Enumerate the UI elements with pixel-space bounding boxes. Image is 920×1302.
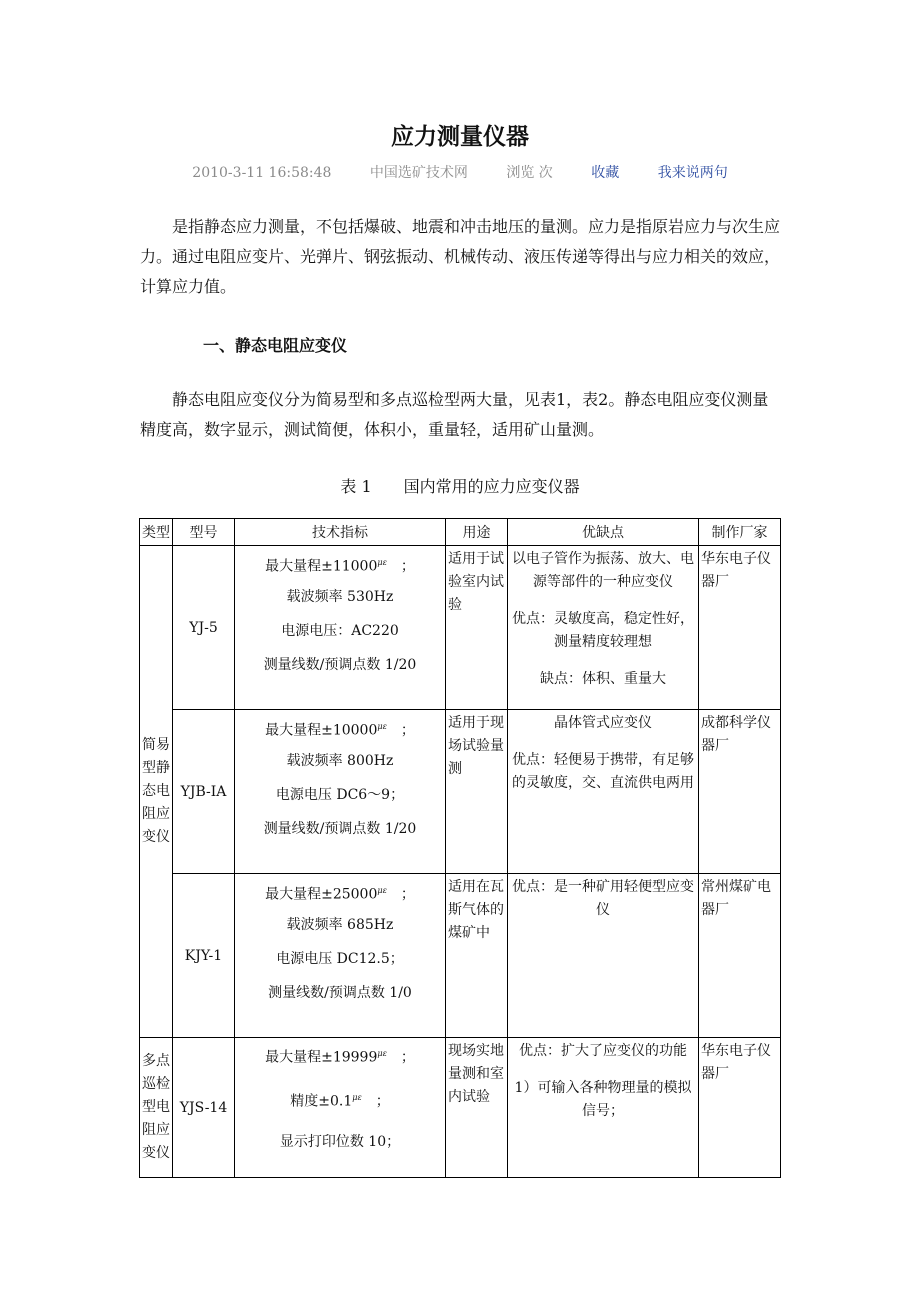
type-cell: 简易型静态电阻应变仪	[140, 546, 173, 1038]
comment-link[interactable]: 我来说两句	[657, 165, 728, 181]
maker-cell: 成都科学仪器厂	[699, 710, 781, 874]
model-cell: YJ-5	[173, 546, 235, 710]
spec-cell: 最大量程$\pm 25000^{\mu\varepsilon}$ ； 载波频率 685Hz 电源电压 DC12.5； 测量线数/预调点数 1/0	[235, 874, 446, 1038]
article-meta	[0, 162, 920, 182]
pros-cons-cell: 优点：扩大了应变仪的功能 1）可输入各种物理量的模拟信号；	[508, 1038, 699, 1178]
use-cell: 现场实地量测和室内试验	[446, 1038, 508, 1178]
maker-cell: 华东电子仪器厂	[699, 1038, 781, 1178]
source-name: 中国选矿技术网	[369, 165, 468, 181]
table-row	[140, 1038, 781, 1178]
page-title: 应力测量仪器	[391, 124, 529, 150]
intro-paragraph: 是指静态应力测量，不包括爆破、地震和冲击地压的量测。应力是指原岩应力与次生应力。通过电阻应变片、光弹片、钢弦振动、机械传动、液压传递等得出与应力相关的效应，计算应力值。	[140, 217, 781, 296]
spec-cell: 最大量程$\pm 10000^{\mu\varepsilon}$ ； 载波频率 800Hz 电源电压 DC6～9； 测量线数/预调点数 1/20	[235, 710, 446, 874]
model-cell: KJY-1	[173, 874, 235, 1038]
instrument-table	[139, 518, 781, 1178]
header-spec: 技术指标	[235, 519, 446, 546]
favorite-link[interactable]: 收藏	[591, 165, 620, 181]
model-cell: YJB-IA	[173, 710, 235, 874]
view-count: 浏览 次	[506, 165, 553, 181]
spec-cell: 最大量程$\pm 19999^{\mu\varepsilon}$ ； 精度$\pm 0.1^{\mu\varepsilon}$ ； 显示打印位数 10；	[235, 1038, 446, 1178]
maker-cell: 常州煤矿电器厂	[699, 874, 781, 1038]
spec-cell: 最大量程$\pm 11000^{\mu\varepsilon}$ ； 载波频率 530Hz 电源电压：AC220 测量线数/预调点数 1/20	[235, 546, 446, 710]
table-caption: 表 1 国内常用的应力应变仪器	[340, 477, 580, 496]
header-type: 类型	[140, 519, 173, 546]
header-maker: 制作厂家	[699, 519, 781, 546]
pros-cons-cell: 晶体管式应变仪 优点：轻便易于携带，有足够的灵敏度，交、直流供电两用	[508, 710, 699, 874]
publish-date: 2010-3-11 16:58:48	[192, 165, 332, 181]
header-use: 用途	[446, 519, 508, 546]
pros-cons-cell: 以电子管作为振荡、放大、电源等部件的一种应变仪 优点：灵敏度高，稳定性好，测量精度较理想 缺点：体积、重量大	[508, 546, 699, 710]
table-row	[140, 546, 781, 710]
section-heading: 一、静态电阻应变仪	[203, 336, 348, 355]
use-cell: 适用于现场试验量测	[446, 710, 508, 874]
table-header-row	[140, 519, 781, 546]
header-model: 型号	[173, 519, 235, 546]
maker-cell: 华东电子仪器厂	[699, 546, 781, 710]
use-cell: 适用于试验室内试验	[446, 546, 508, 710]
table-row	[140, 874, 781, 1038]
type-cell: 多点巡检型电阻应变仪	[140, 1038, 173, 1178]
table-row	[140, 710, 781, 874]
model-cell: YJS-14	[173, 1038, 235, 1178]
pros-cons-cell: 优点：是一种矿用轻便型应变仪	[508, 874, 699, 1038]
use-cell: 适用在瓦斯气体的煤矿中	[446, 874, 508, 1038]
header-pros-cons: 优缺点	[508, 519, 699, 546]
section-paragraph: 静态电阻应变仪分为简易型和多点巡检型两大量，见表1，表2。静态电阻应变仪测量精度高，数字显示，测试简便，体积小，重量轻，适用矿山量测。	[140, 390, 769, 439]
